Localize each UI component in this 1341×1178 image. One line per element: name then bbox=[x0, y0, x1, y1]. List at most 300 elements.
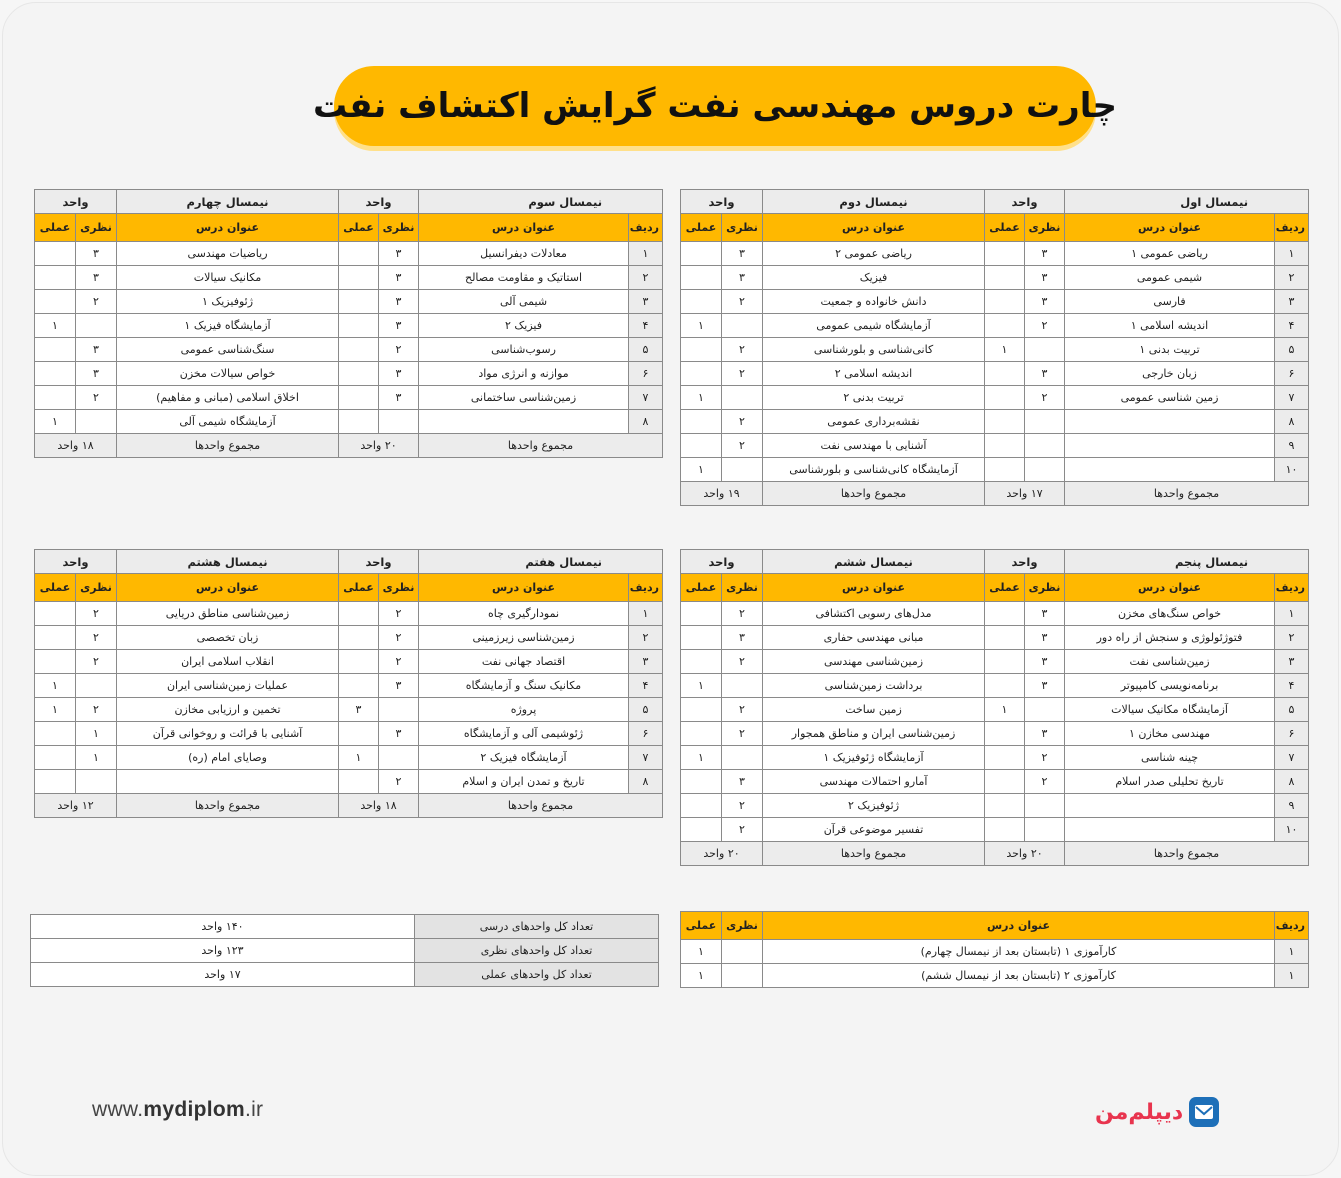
row-number: ۸ bbox=[1275, 410, 1309, 434]
course-title: مکانیک سیالات bbox=[117, 266, 339, 290]
practical-units bbox=[985, 794, 1025, 818]
amali-header: عملی bbox=[35, 574, 76, 602]
practical-units bbox=[339, 290, 379, 314]
course-title: معادلات دیفرانسیل bbox=[419, 242, 629, 266]
practical-units bbox=[681, 362, 722, 386]
theory-units: ۲ bbox=[1025, 314, 1065, 338]
course-title: عملیات زمین‌شناسی ایران bbox=[117, 674, 339, 698]
total-row bbox=[681, 842, 1309, 866]
course-title: مهندسی مخازن ۱ bbox=[1065, 722, 1275, 746]
theory-units: ۲ bbox=[722, 338, 763, 362]
course-title: فارسی bbox=[1065, 290, 1275, 314]
theory-units: ۲ bbox=[76, 650, 117, 674]
radif-header: ردیف bbox=[1275, 214, 1309, 242]
url-prefix: www. bbox=[92, 1098, 144, 1121]
row-number: ۶ bbox=[629, 722, 663, 746]
table-row bbox=[681, 242, 1309, 266]
table-row bbox=[681, 964, 1309, 988]
table-row bbox=[35, 698, 663, 722]
course-title: کارآموزی ۱ (تابستان بعد از نیمسال چهارم) bbox=[763, 940, 1275, 964]
practical-units bbox=[985, 626, 1025, 650]
theory-units: ۲ bbox=[722, 650, 763, 674]
practical-units: ۱ bbox=[681, 458, 722, 482]
theory-units bbox=[1025, 434, 1065, 458]
course-header: عنوان درس bbox=[419, 214, 629, 242]
theory-units bbox=[1025, 338, 1065, 362]
course-title: اندیشه اسلامی ۲ bbox=[763, 362, 985, 386]
practical-units bbox=[35, 290, 76, 314]
practical-units bbox=[985, 746, 1025, 770]
course-title: آشنایی با قرائت و روخوانی قرآن bbox=[117, 722, 339, 746]
course-title: آزمایشگاه فیزیک ۲ bbox=[419, 746, 629, 770]
row-number: ۶ bbox=[1275, 722, 1309, 746]
url-main: mydiplom bbox=[143, 1098, 245, 1121]
theory-units: ۳ bbox=[76, 242, 117, 266]
practical-units bbox=[35, 242, 76, 266]
course-header: عنوان درس bbox=[117, 214, 339, 242]
course-title: فیزیک bbox=[763, 266, 985, 290]
practical-units bbox=[681, 698, 722, 722]
semester-name: نیمسال چهارم bbox=[117, 190, 339, 214]
course-title: انقلاب اسلامی ایران bbox=[117, 650, 339, 674]
unit-header: واحد bbox=[339, 190, 419, 214]
amali-header: عملی bbox=[681, 574, 722, 602]
semester-name: نیمسال سوم bbox=[419, 190, 663, 214]
theory-units: ۲ bbox=[722, 722, 763, 746]
nazari-header: نظری bbox=[1025, 574, 1065, 602]
total-value: ۱۹ واحد bbox=[681, 482, 763, 506]
practical-units bbox=[339, 674, 379, 698]
course-title bbox=[117, 770, 339, 794]
course-title: شیمی عمومی bbox=[1065, 266, 1275, 290]
row-number: ۱ bbox=[1275, 602, 1309, 626]
theory-units bbox=[722, 458, 763, 482]
theory-units: ۳ bbox=[76, 266, 117, 290]
summary-value: ۱۲۳ واحد bbox=[31, 939, 415, 963]
total-label: مجموع واحدها bbox=[763, 482, 985, 506]
summary-row bbox=[31, 915, 659, 939]
table-row bbox=[35, 650, 663, 674]
practical-units: ۱ bbox=[681, 314, 722, 338]
table-row bbox=[35, 290, 663, 314]
course-title: ژئوفیزیک ۱ bbox=[117, 290, 339, 314]
practical-units bbox=[681, 626, 722, 650]
row-number: ۶ bbox=[1275, 362, 1309, 386]
radif-header: ردیف bbox=[1275, 574, 1309, 602]
theory-units: ۲ bbox=[76, 386, 117, 410]
row-number: ۹ bbox=[1275, 434, 1309, 458]
row-number: ۴ bbox=[1275, 674, 1309, 698]
course-title: آمارو احتمالات مهندسی bbox=[763, 770, 985, 794]
practical-units bbox=[681, 434, 722, 458]
theory-units: ۲ bbox=[722, 698, 763, 722]
course-title: زمین‌شناسی ساختمانی bbox=[419, 386, 629, 410]
row-number: ۱۰ bbox=[1275, 458, 1309, 482]
theory-units: ۳ bbox=[1025, 602, 1065, 626]
course-title: آزمایشگاه کانی‌شناسی و بلورشناسی bbox=[763, 458, 985, 482]
unit-header: واحد bbox=[681, 550, 763, 574]
amali-header: عملی bbox=[339, 574, 379, 602]
theory-units: ۱ bbox=[76, 722, 117, 746]
total-value: ۱۷ واحد bbox=[985, 482, 1065, 506]
theory-units: ۳ bbox=[379, 314, 419, 338]
row-number: ۵ bbox=[1275, 698, 1309, 722]
course-title: آزمایشگاه شیمی آلی bbox=[117, 410, 339, 434]
practical-units bbox=[339, 266, 379, 290]
practical-units bbox=[681, 650, 722, 674]
column-header-row bbox=[681, 574, 1309, 602]
nazari-header: نظری bbox=[379, 214, 419, 242]
theory-units bbox=[722, 386, 763, 410]
semester-name: نیمسال هشتم bbox=[117, 550, 339, 574]
row-number: ۳ bbox=[629, 290, 663, 314]
table-row bbox=[681, 722, 1309, 746]
total-label: مجموع واحدها bbox=[117, 794, 339, 818]
url-suffix: .ir bbox=[244, 1098, 264, 1121]
practical-units bbox=[35, 770, 76, 794]
theory-units: ۱ bbox=[76, 746, 117, 770]
nazari-header: نظری bbox=[722, 574, 763, 602]
brand-logo bbox=[1095, 1097, 1219, 1127]
practical-units bbox=[985, 602, 1025, 626]
practical-units bbox=[339, 362, 379, 386]
table-row bbox=[681, 434, 1309, 458]
summary-row bbox=[31, 963, 659, 987]
practical-units bbox=[339, 626, 379, 650]
theory-units: ۳ bbox=[722, 266, 763, 290]
theory-units: ۳ bbox=[379, 266, 419, 290]
theory-units: ۳ bbox=[1025, 626, 1065, 650]
total-row bbox=[35, 794, 663, 818]
table-row bbox=[681, 386, 1309, 410]
theory-units bbox=[76, 314, 117, 338]
practical-units bbox=[339, 770, 379, 794]
radif-header: ردیف bbox=[629, 214, 663, 242]
table-row bbox=[35, 722, 663, 746]
practical-units bbox=[35, 722, 76, 746]
course-title: نقشه‌برداری عمومی bbox=[763, 410, 985, 434]
theory-units: ۲ bbox=[722, 602, 763, 626]
practical-units bbox=[35, 626, 76, 650]
summary-value: ۱۴۰ واحد bbox=[31, 915, 415, 939]
theory-units: ۲ bbox=[379, 770, 419, 794]
course-title: زمین‌شناسی زیرزمینی bbox=[419, 626, 629, 650]
practical-units bbox=[681, 602, 722, 626]
envelope-icon bbox=[1189, 1097, 1219, 1127]
course-title: تخمین و ارزیابی مخازن bbox=[117, 698, 339, 722]
table-row bbox=[681, 626, 1309, 650]
theory-units: ۳ bbox=[1025, 290, 1065, 314]
course-title: زمین ساخت bbox=[763, 698, 985, 722]
total-value: ۲۰ واحد bbox=[681, 842, 763, 866]
practical-units: ۱ bbox=[35, 698, 76, 722]
theory-units: ۳ bbox=[379, 290, 419, 314]
theory-units: ۳ bbox=[1025, 722, 1065, 746]
summary-label: تعداد کل واحدهای درسی bbox=[415, 915, 659, 939]
practical-units: ۱ bbox=[681, 940, 722, 964]
course-title: رسوب‌شناسی bbox=[419, 338, 629, 362]
table-row bbox=[35, 626, 663, 650]
nazari-header: نظری bbox=[1025, 214, 1065, 242]
practical-units bbox=[681, 770, 722, 794]
course-title: چینه شناسی bbox=[1065, 746, 1275, 770]
practical-units bbox=[339, 338, 379, 362]
course-header: عنوان درس bbox=[763, 912, 1275, 940]
unit-header: واحد bbox=[339, 550, 419, 574]
row-number: ۳ bbox=[1275, 650, 1309, 674]
row-number: ۴ bbox=[629, 674, 663, 698]
theory-units bbox=[1025, 794, 1065, 818]
course-title: اقتصاد جهانی نفت bbox=[419, 650, 629, 674]
table-row bbox=[681, 314, 1309, 338]
row-number: ۵ bbox=[1275, 338, 1309, 362]
practical-units bbox=[35, 602, 76, 626]
theory-units: ۲ bbox=[76, 602, 117, 626]
semester-name: نیمسال اول bbox=[1065, 190, 1309, 214]
theory-units: ۲ bbox=[76, 626, 117, 650]
row-number: ۷ bbox=[629, 746, 663, 770]
practical-units bbox=[681, 242, 722, 266]
table-row bbox=[681, 338, 1309, 362]
course-title: تاریخ و تمدن ایران و اسلام bbox=[419, 770, 629, 794]
table-row bbox=[35, 266, 663, 290]
course-title: موازنه و انرژی مواد bbox=[419, 362, 629, 386]
row-number: ۷ bbox=[1275, 746, 1309, 770]
table-row bbox=[681, 794, 1309, 818]
row-number: ۲ bbox=[629, 266, 663, 290]
theory-units bbox=[379, 410, 419, 434]
table-row bbox=[681, 650, 1309, 674]
amali-header: عملی bbox=[985, 574, 1025, 602]
theory-units bbox=[76, 410, 117, 434]
theory-units: ۲ bbox=[76, 698, 117, 722]
course-title: نمودارگیری چاه bbox=[419, 602, 629, 626]
total-label: مجموع واحدها bbox=[763, 842, 985, 866]
theory-units: ۲ bbox=[1025, 770, 1065, 794]
row-number: ۲ bbox=[1275, 626, 1309, 650]
course-title: برنامه‌نویسی کامپیوتر bbox=[1065, 674, 1275, 698]
course-header: عنوان درس bbox=[1065, 574, 1275, 602]
theory-units: ۲ bbox=[379, 626, 419, 650]
row-number: ۲ bbox=[629, 626, 663, 650]
semester-table bbox=[680, 549, 1309, 866]
row-number: ۸ bbox=[629, 770, 663, 794]
course-title bbox=[1065, 434, 1275, 458]
unit-header: واحد bbox=[985, 550, 1065, 574]
summary-table bbox=[30, 914, 659, 987]
course-title: ژئوفیزیک ۲ bbox=[763, 794, 985, 818]
column-header-row bbox=[35, 574, 663, 602]
table-row bbox=[35, 242, 663, 266]
theory-units bbox=[1025, 458, 1065, 482]
row-number: ۵ bbox=[629, 698, 663, 722]
total-label: مجموع واحدها bbox=[1065, 842, 1309, 866]
row-number: ۹ bbox=[1275, 794, 1309, 818]
course-title: ریاضی عمومی ۱ bbox=[1065, 242, 1275, 266]
table-row bbox=[681, 458, 1309, 482]
theory-units: ۲ bbox=[722, 818, 763, 842]
row-number: ۱ bbox=[629, 242, 663, 266]
course-title: ژئوشیمی آلی و آزمایشگاه bbox=[419, 722, 629, 746]
practical-units bbox=[339, 410, 379, 434]
theory-units bbox=[76, 674, 117, 698]
practical-units bbox=[35, 386, 76, 410]
theory-units: ۲ bbox=[722, 290, 763, 314]
amali-header: عملی bbox=[681, 214, 722, 242]
practical-units bbox=[985, 362, 1025, 386]
theory-units bbox=[722, 940, 763, 964]
unit-header: واحد bbox=[681, 190, 763, 214]
table-row bbox=[35, 362, 663, 386]
practical-units bbox=[681, 338, 722, 362]
theory-units: ۳ bbox=[1025, 650, 1065, 674]
semester-header-row bbox=[35, 190, 663, 214]
column-header-row bbox=[681, 214, 1309, 242]
practical-units bbox=[339, 722, 379, 746]
semester-name: نیمسال هفتم bbox=[419, 550, 663, 574]
total-row bbox=[35, 434, 663, 458]
theory-units bbox=[722, 674, 763, 698]
course-title: کانی‌شناسی و بلورشناسی bbox=[763, 338, 985, 362]
practical-units: ۱ bbox=[681, 674, 722, 698]
practical-units bbox=[681, 818, 722, 842]
row-number: ۱ bbox=[1275, 940, 1309, 964]
summary-row bbox=[31, 939, 659, 963]
semester-name: نیمسال ششم bbox=[763, 550, 985, 574]
table-row bbox=[681, 746, 1309, 770]
practical-units bbox=[35, 266, 76, 290]
total-label: مجموع واحدها bbox=[1065, 482, 1309, 506]
practical-units bbox=[985, 674, 1025, 698]
table-row bbox=[681, 940, 1309, 964]
practical-units bbox=[339, 386, 379, 410]
page-title: چارت دروس مهندسی نفت گرایش اکتشاف نفت bbox=[313, 86, 1117, 126]
practical-units bbox=[985, 290, 1025, 314]
theory-units: ۲ bbox=[379, 650, 419, 674]
practical-units bbox=[35, 362, 76, 386]
course-title: پروژه bbox=[419, 698, 629, 722]
practical-units bbox=[985, 314, 1025, 338]
total-label: مجموع واحدها bbox=[117, 434, 339, 458]
course-title bbox=[1065, 410, 1275, 434]
total-label: مجموع واحدها bbox=[419, 434, 663, 458]
table-row bbox=[35, 602, 663, 626]
table-row bbox=[681, 362, 1309, 386]
course-title: ریاضی عمومی ۲ bbox=[763, 242, 985, 266]
practical-units bbox=[339, 650, 379, 674]
total-value: ۱۸ واحد bbox=[339, 794, 419, 818]
course-title: مکانیک سنگ و آزمایشگاه bbox=[419, 674, 629, 698]
course-title: تاریخ تحلیلی صدر اسلام bbox=[1065, 770, 1275, 794]
semester-table bbox=[34, 549, 663, 818]
practical-units: ۱ bbox=[35, 314, 76, 338]
course-title: مدل‌های رسوبی اکتشافی bbox=[763, 602, 985, 626]
course-title bbox=[1065, 794, 1275, 818]
practical-units bbox=[681, 290, 722, 314]
amali-header: عملی bbox=[681, 912, 722, 940]
theory-units bbox=[722, 746, 763, 770]
practical-units: ۱ bbox=[681, 964, 722, 988]
theory-units: ۳ bbox=[1025, 266, 1065, 290]
theory-units: ۳ bbox=[379, 242, 419, 266]
course-title: دانش خانواده و جمعیت bbox=[763, 290, 985, 314]
row-number: ۸ bbox=[629, 410, 663, 434]
semester-name: نیمسال پنجم bbox=[1065, 550, 1309, 574]
theory-units: ۳ bbox=[1025, 242, 1065, 266]
course-title: اندیشه اسلامی ۱ bbox=[1065, 314, 1275, 338]
theory-units: ۳ bbox=[379, 722, 419, 746]
semester-name: نیمسال دوم bbox=[763, 190, 985, 214]
amali-header: عملی bbox=[339, 214, 379, 242]
row-number: ۳ bbox=[1275, 290, 1309, 314]
website-url[interactable] bbox=[92, 1098, 263, 1122]
practical-units: ۳ bbox=[339, 698, 379, 722]
row-number: ۲ bbox=[1275, 266, 1309, 290]
course-title: کارآموزی ۲ (تابستان بعد از نیمسال ششم) bbox=[763, 964, 1275, 988]
practical-units bbox=[681, 410, 722, 434]
semester-table bbox=[34, 189, 663, 458]
column-header-row bbox=[681, 912, 1309, 940]
theory-units: ۲ bbox=[379, 602, 419, 626]
amali-header: عملی bbox=[985, 214, 1025, 242]
course-title: ریاضیات مهندسی bbox=[117, 242, 339, 266]
column-header-row bbox=[35, 214, 663, 242]
table-row bbox=[681, 266, 1309, 290]
theory-units bbox=[722, 314, 763, 338]
row-number: ۵ bbox=[629, 338, 663, 362]
row-number: ۱ bbox=[1275, 242, 1309, 266]
table-row bbox=[681, 290, 1309, 314]
unit-header: واحد bbox=[35, 550, 117, 574]
practical-units bbox=[985, 434, 1025, 458]
internship-table bbox=[680, 911, 1309, 988]
nazari-header: نظری bbox=[722, 214, 763, 242]
row-number: ۷ bbox=[1275, 386, 1309, 410]
semester-header-row bbox=[681, 190, 1309, 214]
unit-header: واحد bbox=[35, 190, 117, 214]
theory-units: ۲ bbox=[76, 290, 117, 314]
theory-units: ۳ bbox=[379, 674, 419, 698]
course-title: تربیت بدنی ۲ bbox=[763, 386, 985, 410]
course-title: شیمی آلی bbox=[419, 290, 629, 314]
theory-units: ۲ bbox=[722, 434, 763, 458]
practical-units bbox=[985, 410, 1025, 434]
course-title: آزمایشگاه فیزیک ۱ bbox=[117, 314, 339, 338]
course-title: سنگ‌شناسی عمومی bbox=[117, 338, 339, 362]
total-row bbox=[681, 482, 1309, 506]
table-row bbox=[35, 410, 663, 434]
total-value: ۱۲ واحد bbox=[35, 794, 117, 818]
total-value: ۲۰ واحد bbox=[985, 842, 1065, 866]
course-title: خواص سنگ‌های مخزن bbox=[1065, 602, 1275, 626]
course-title: آزمایشگاه ژئوفیزیک ۱ bbox=[763, 746, 985, 770]
course-title: زمین‌شناسی مناطق دریایی bbox=[117, 602, 339, 626]
course-title: زمین‌شناسی ایران و مناطق همجوار bbox=[763, 722, 985, 746]
row-number: ۴ bbox=[629, 314, 663, 338]
course-header: عنوان درس bbox=[763, 574, 985, 602]
practical-units bbox=[985, 458, 1025, 482]
nazari-header: نظری bbox=[76, 574, 117, 602]
course-title: آزمایشگاه مکانیک سیالات bbox=[1065, 698, 1275, 722]
course-title: مبانی مهندسی حفاری bbox=[763, 626, 985, 650]
course-title: زبان خارجی bbox=[1065, 362, 1275, 386]
theory-units bbox=[379, 698, 419, 722]
table-row bbox=[35, 674, 663, 698]
theory-units: ۲ bbox=[1025, 386, 1065, 410]
table-row bbox=[35, 386, 663, 410]
table-row bbox=[681, 818, 1309, 842]
theory-units: ۳ bbox=[379, 386, 419, 410]
